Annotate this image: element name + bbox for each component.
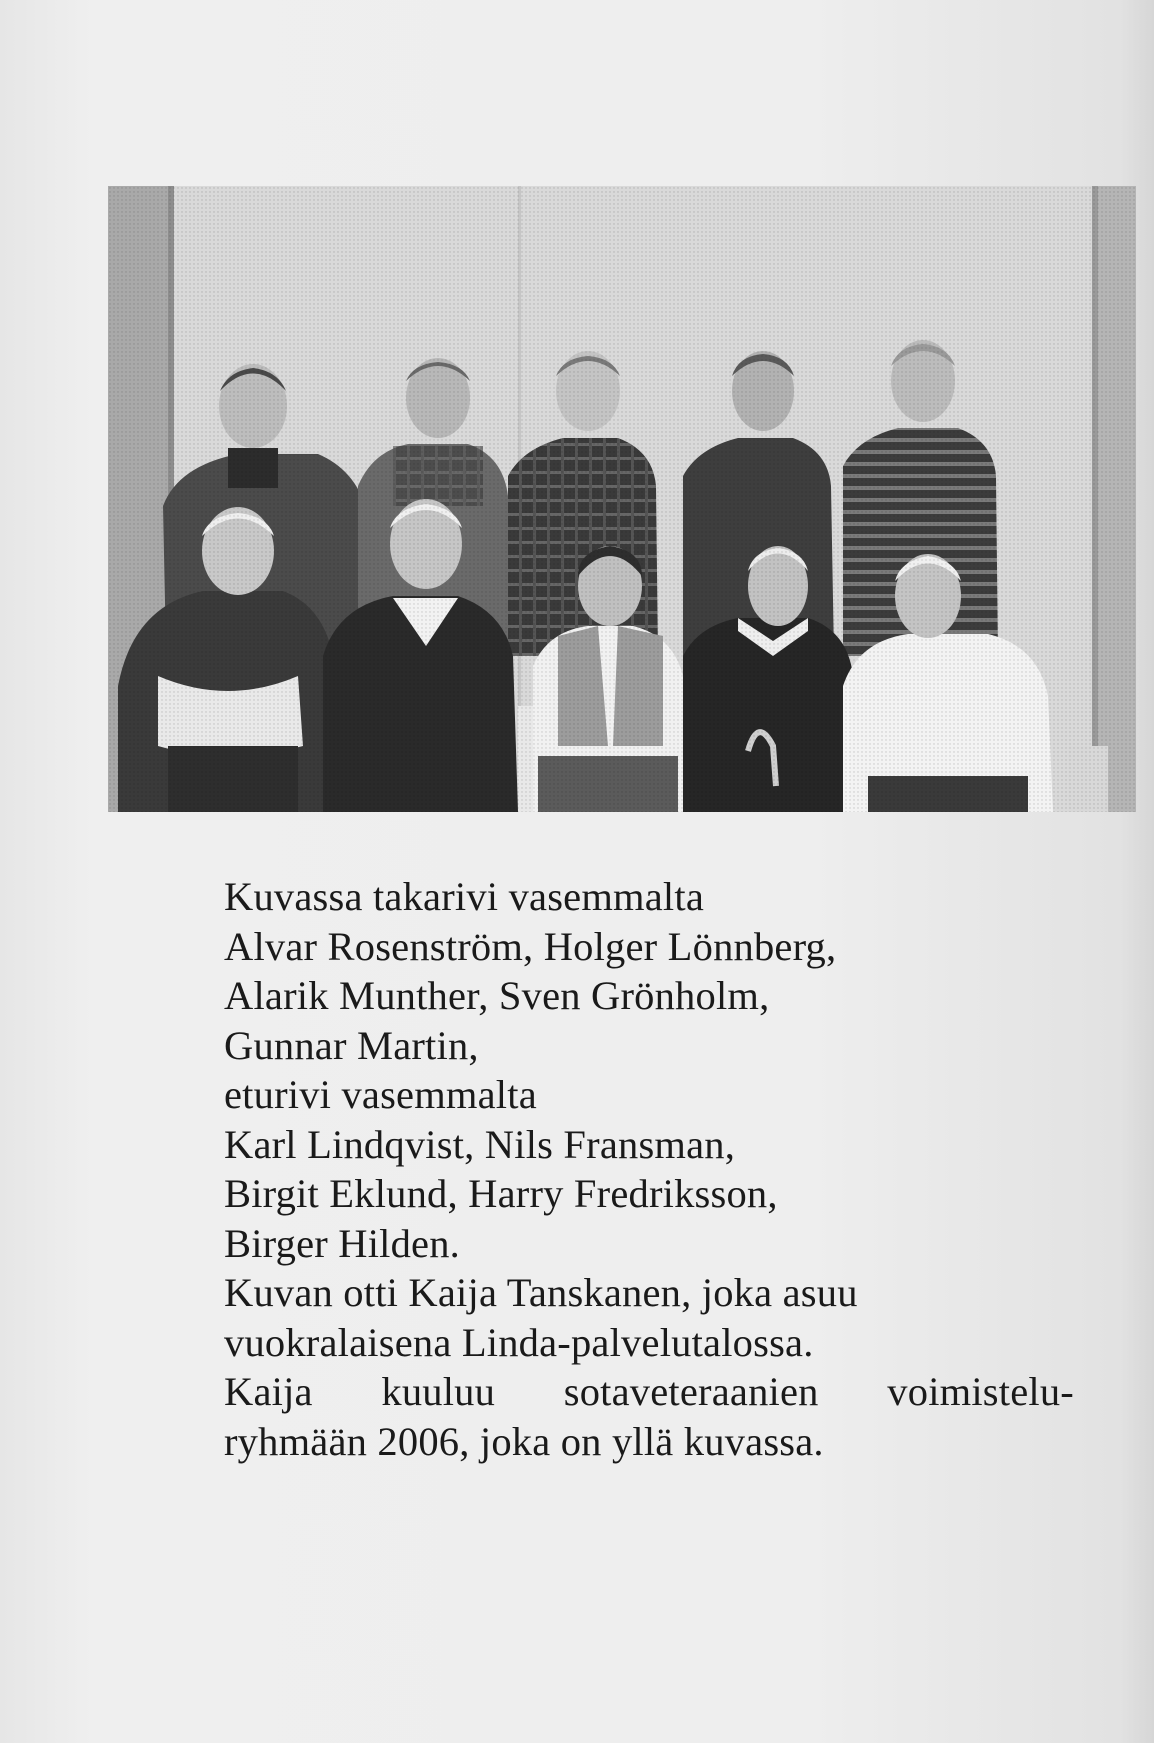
caption-line: vuokralaisena Linda-palvelutalossa. [224, 1319, 814, 1365]
caption-line: Karl Lindqvist, Nils Fransman, [224, 1121, 736, 1167]
caption-line: Kuvan otti Kaija Tanskanen, joka asuu [224, 1270, 858, 1315]
group-photo [108, 186, 1136, 812]
photo-caption [224, 872, 1074, 1466]
caption-line: Birgit Eklund, Harry Fredriksson, [224, 1171, 778, 1216]
group-photo-icon [108, 186, 1136, 812]
caption-line: Alvar Rosenström, Holger Lönnberg, [224, 923, 837, 969]
caption-line: Kuvassa takarivi vasemmalta [224, 874, 704, 919]
caption-line: Kaija kuuluu sotaveteraanien voimistelu- [224, 1369, 1074, 1414]
caption-line: eturivi vasemmalta [224, 1072, 537, 1117]
caption-line: Birger Hilden. [224, 1220, 461, 1266]
caption-line: Alarik Munther, Sven Grönholm, [224, 973, 770, 1018]
caption-line: Gunnar Martin, [224, 1022, 479, 1068]
caption-line: ryhmään 2006, joka on yllä kuvassa. [224, 1418, 824, 1464]
